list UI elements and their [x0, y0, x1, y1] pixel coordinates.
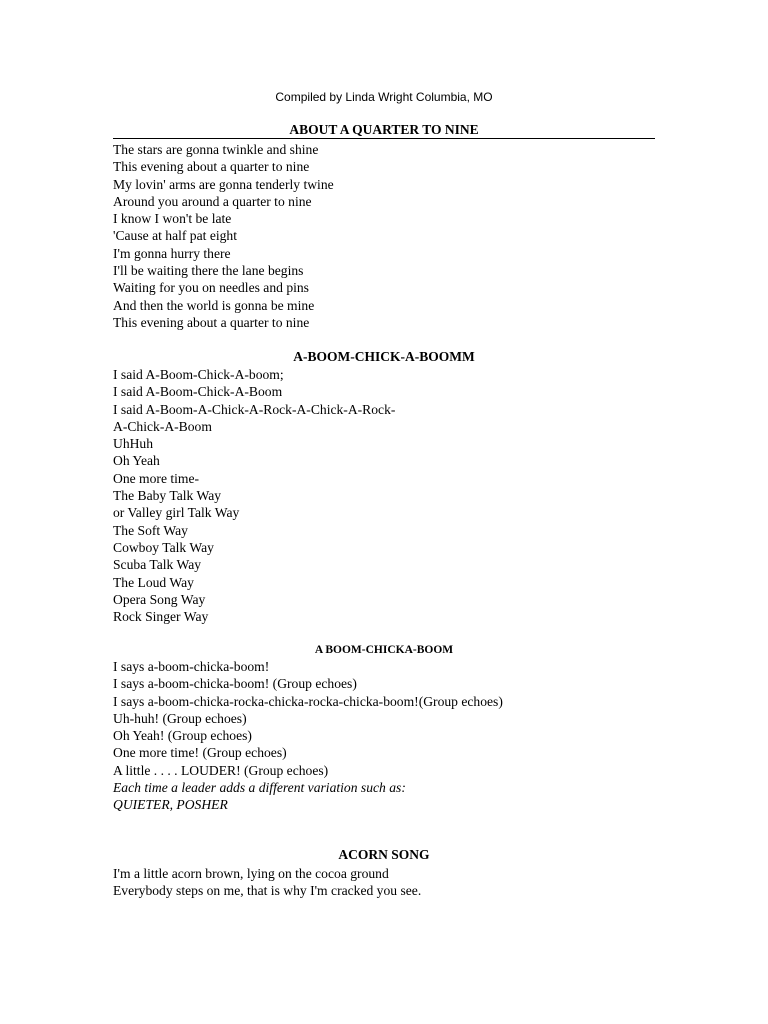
lyric-line: A-Chick-A-Boom [113, 418, 212, 434]
lyric-line: I said A-Boom-Chick-A-Boom [113, 384, 283, 400]
lyric-line: This evening about a quarter to nine [113, 314, 310, 330]
lyric-line: My lovin' arms are gonna tenderly twine [113, 176, 334, 192]
lyric-line: Cowboy Talk Way [113, 539, 214, 555]
song-lyrics [113, 658, 673, 814]
lyric-line: Everybody steps on me, that is why I'm cracked you see. [113, 883, 422, 899]
lyric-line: And then the world is gonna be mine [113, 297, 315, 313]
compiler-credit: Compiled by Linda Wright Columbia, MO [275, 90, 493, 104]
lyric-line: I says a-boom-chicka-rocka-chicka-rocka-chicka-boom!(Group echoes) [113, 693, 503, 709]
lyric-line: The stars are gonna twinkle and shine [113, 142, 319, 157]
lyric-line: One more time! (Group echoes) [113, 745, 287, 761]
lyric-line: Rock Singer Way [113, 609, 209, 625]
lyric-line: UhHuh [113, 436, 154, 452]
song-lyrics [113, 141, 673, 331]
lyric-line: Scuba Talk Way [113, 557, 202, 573]
lyric-line: I know I won't be late [113, 211, 232, 227]
lyric-line: Opera Song Way [113, 591, 206, 607]
lyric-line: I said A-Boom-A-Chick-A-Rock-A-Chick-A-Rock- [113, 401, 396, 417]
lyric-line: I'll be waiting there the lane begins [113, 263, 304, 279]
song-lyrics [113, 865, 673, 900]
instruction-line: Each time a leader adds a different variation such as: [113, 780, 406, 796]
lyric-line: Uh-huh! (Group echoes) [113, 710, 247, 726]
lyric-line: Waiting for you on needles and pins [113, 280, 309, 296]
song-title: A BOOM-CHICKA-BOOM [314, 644, 454, 656]
song-lyrics [113, 366, 673, 625]
lyric-line: I'm gonna hurry there [113, 245, 231, 261]
lyric-line: The Soft Way [113, 522, 188, 538]
lyric-line: The Baby Talk Way [113, 488, 222, 504]
lyric-line: I says a-boom-chicka-boom! (Group echoes) [113, 676, 357, 692]
song-title: ACORN SONG [338, 847, 430, 862]
lyric-line: This evening about a quarter to nine [113, 159, 310, 175]
lyric-line: One more time- [113, 470, 200, 486]
lyric-line: or Valley girl Talk Way [113, 505, 240, 521]
lyric-line: I says a-boom-chicka-boom! [113, 659, 270, 674]
song-title: ABOUT A QUARTER TO NINE [113, 122, 655, 139]
lyric-line: The Loud Way [113, 574, 194, 590]
instruction-line: QUIETER, POSHER [113, 797, 228, 813]
lyric-line: I'm a little acorn brown, lying on the cocoa ground [113, 866, 389, 881]
lyric-line: 'Cause at half pat eight [113, 228, 237, 244]
lyric-line: A little . . . . LOUDER! (Group echoes) [113, 762, 329, 778]
song-title: A-BOOM-CHICK-A-BOOMM [293, 349, 475, 364]
lyric-line: Oh Yeah [113, 453, 160, 469]
lyric-line: Around you around a quarter to nine [113, 193, 312, 209]
lyric-line: Oh Yeah! (Group echoes) [113, 728, 252, 744]
lyric-line: I said A-Boom-Chick-A-boom; [113, 367, 284, 382]
